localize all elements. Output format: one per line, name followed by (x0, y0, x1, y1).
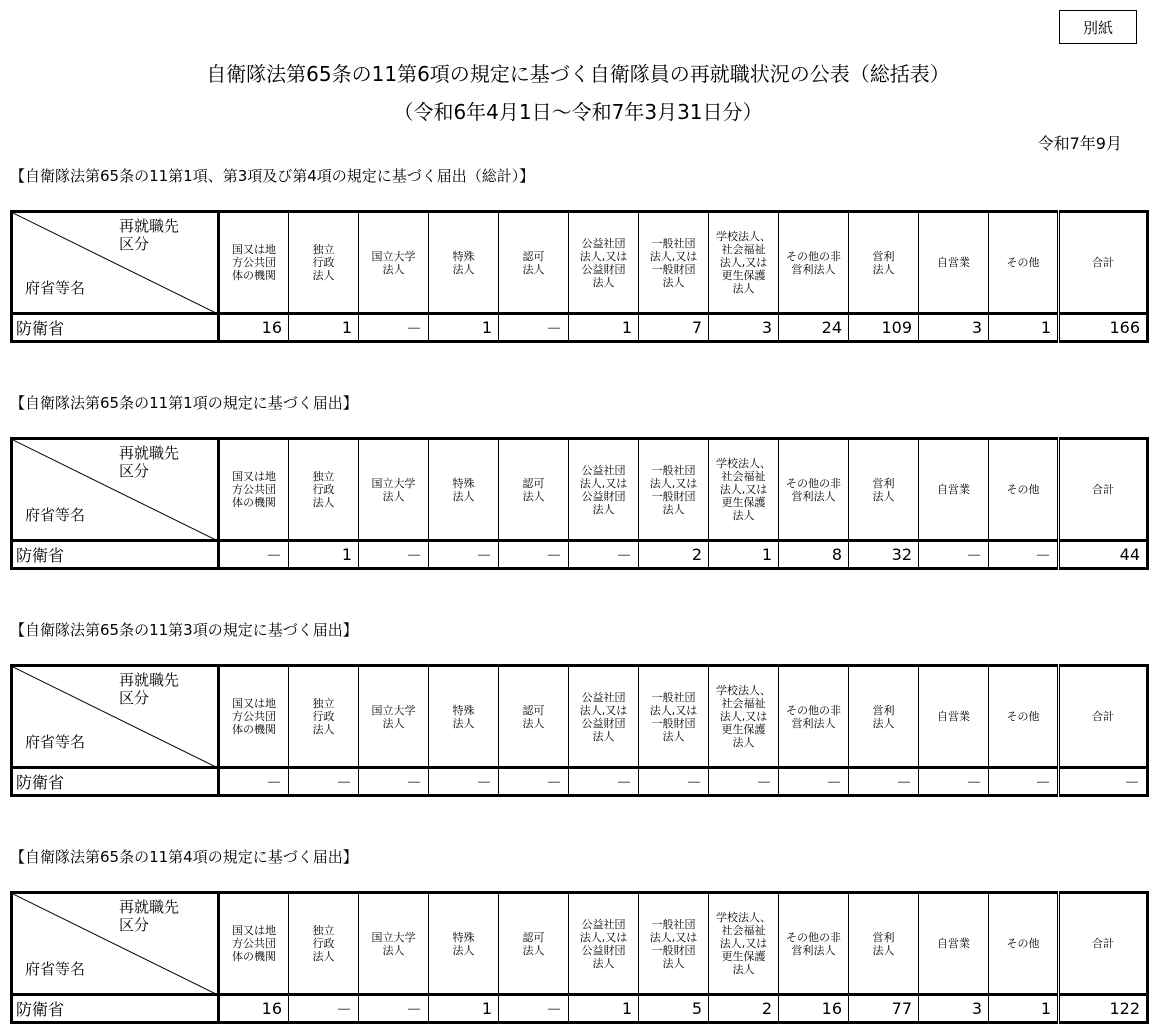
corner-label-line2: 区分 (119, 916, 150, 934)
diagonal-line (13, 894, 219, 995)
total-cell: 44 (1059, 541, 1148, 569)
corner-ministry-label: 府省等名 (25, 279, 86, 297)
column-header-line: 更生保護 (721, 496, 766, 509)
value-cell: 1 (569, 314, 639, 342)
value-cell: － (499, 768, 569, 796)
corner-destination-label (119, 671, 179, 707)
column-header-line: 一般財団 (651, 943, 696, 957)
column-header-line: 法人,又は (579, 249, 628, 263)
total-cell: 122 (1059, 995, 1148, 1023)
column-header-line: 国又は地 (232, 243, 276, 256)
column-header (499, 212, 569, 314)
column-header (849, 893, 919, 995)
column-header-line: 方公共団 (232, 937, 276, 950)
column-header (639, 893, 709, 995)
value-cell: － (639, 768, 709, 796)
header-row (12, 212, 1148, 314)
column-header-line: 法人,又は (719, 256, 768, 269)
section-title: 【自衛隊法第65条の11第1項の規定に基づく届出】 (10, 394, 358, 412)
value-cell: － (919, 541, 989, 569)
column-header-line: 国又は地 (232, 697, 276, 710)
column-header-line: 法人 (312, 496, 335, 509)
column-header (289, 439, 359, 541)
column-header (779, 893, 849, 995)
column-header-line: 合計 (1092, 937, 1114, 950)
column-header-line: 公益社団 (581, 463, 626, 477)
column-header-line: 国又は地 (232, 470, 276, 483)
column-header-line: 法人 (452, 262, 475, 276)
column-header-line: 法人 (452, 489, 475, 503)
corner-cell (12, 212, 219, 314)
column-header-line: 法人 (732, 736, 755, 749)
column-header-line: 営利 (872, 476, 895, 490)
column-header-line: その他の非 (786, 476, 841, 490)
column-header-line: 行政 (312, 256, 335, 269)
summary-table (10, 437, 1149, 570)
column-header (709, 666, 779, 768)
column-header (219, 439, 289, 541)
column-header-line: 法人 (592, 956, 615, 970)
ministry-name: 防衛省 (12, 314, 219, 342)
section-title: 【自衛隊法第65条の11第1項、第3項及び第4項の規定に基づく届出（総計）】 (10, 167, 535, 185)
corner-label-line2: 区分 (119, 462, 150, 480)
column-header-line: 法人 (732, 282, 755, 295)
value-cell: － (849, 768, 919, 796)
column-header (359, 439, 429, 541)
column-header-line: 国立大学 (371, 703, 416, 717)
value-cell: － (359, 314, 429, 342)
column-header-line: 法人 (452, 716, 475, 730)
value-cell: 109 (849, 314, 919, 342)
table-row (12, 768, 1148, 796)
value-cell: － (219, 768, 289, 796)
value-cell: 24 (779, 314, 849, 342)
ministry-name: 防衛省 (12, 541, 219, 569)
value-cell: － (499, 995, 569, 1023)
value-cell: 3 (919, 995, 989, 1023)
column-header-line: 法人 (872, 943, 895, 957)
column-header-line: 法人,又は (649, 930, 698, 944)
column-header-line: 国立大学 (371, 930, 416, 944)
column-header-line: 営利 (872, 930, 895, 944)
corner-ministry-label: 府省等名 (25, 506, 86, 524)
summary-table (10, 891, 1149, 1024)
column-header-line: 認可 (522, 249, 545, 263)
column-header (989, 212, 1059, 314)
column-header-line: 法人 (662, 502, 685, 516)
column-header (359, 212, 429, 314)
column-header-line: 法人,又は (719, 710, 768, 723)
column-header-line: 営利法人 (791, 262, 836, 276)
column-header-line: 学校法人、 (716, 457, 771, 470)
value-cell: － (569, 768, 639, 796)
column-header-line: 更生保護 (721, 723, 766, 736)
value-cell: － (289, 995, 359, 1023)
column-header (779, 666, 849, 768)
column-header (359, 893, 429, 995)
header-row (12, 439, 1148, 541)
column-header-line: 法人,又は (579, 703, 628, 717)
value-cell: 3 (709, 314, 779, 342)
value-cell: － (989, 541, 1059, 569)
column-header-line: 合計 (1092, 483, 1114, 496)
column-header-line: 一般社団 (651, 236, 696, 250)
publication-date: 令和7年9月 (1037, 134, 1122, 153)
column-header (1059, 212, 1148, 314)
column-header-line: 自営業 (937, 937, 970, 950)
column-header-line: 認可 (522, 930, 545, 944)
value-cell: 32 (849, 541, 919, 569)
column-header-line: 自営業 (937, 483, 970, 496)
ministry-name: 防衛省 (12, 995, 219, 1023)
column-header-line: 社会福祉 (721, 243, 766, 256)
column-header-line: 認可 (522, 476, 545, 490)
column-header-line: 営利 (872, 249, 895, 263)
corner-label-line1: 再就職先 (119, 444, 180, 462)
value-cell: 1 (709, 541, 779, 569)
column-header-line: その他の非 (786, 249, 841, 263)
column-header-line: 方公共団 (232, 256, 276, 269)
value-cell: － (359, 541, 429, 569)
column-header-line: その他 (1006, 483, 1040, 496)
value-cell: 16 (219, 314, 289, 342)
column-header-line: 自営業 (937, 710, 970, 723)
column-header-line: 法人 (872, 262, 895, 276)
column-header-line: 認可 (522, 703, 545, 717)
corner-destination-label (119, 444, 179, 480)
column-header (779, 212, 849, 314)
corner-label-line2: 区分 (119, 689, 150, 707)
column-header (989, 666, 1059, 768)
column-header-line: 合計 (1092, 256, 1114, 269)
value-cell: － (359, 768, 429, 796)
column-header-line: 合計 (1092, 710, 1114, 723)
value-cell: 5 (639, 995, 709, 1023)
column-header (1059, 666, 1148, 768)
column-header-line: 法人 (382, 716, 405, 730)
value-cell: 1 (429, 314, 499, 342)
column-header-line: 行政 (312, 710, 335, 723)
value-cell: － (919, 768, 989, 796)
column-header-line: 体の機関 (232, 723, 276, 736)
column-header-line: 公益財団 (581, 716, 626, 730)
corner-cell (12, 439, 219, 541)
value-cell: － (499, 314, 569, 342)
column-header-line: その他 (1006, 710, 1040, 723)
value-cell: 1 (429, 995, 499, 1023)
header-row (12, 666, 1148, 768)
column-header-line: 法人 (592, 729, 615, 743)
column-header (569, 212, 639, 314)
column-header (499, 666, 569, 768)
column-header-line: 法人,又は (579, 476, 628, 490)
column-header (1059, 439, 1148, 541)
column-header-line: 公益社団 (581, 236, 626, 250)
column-header-line: 法人 (312, 723, 335, 736)
column-header (919, 893, 989, 995)
column-header-line: 法人 (522, 262, 545, 276)
column-header-line: 国立大学 (371, 249, 416, 263)
column-header-line: 社会福祉 (721, 924, 766, 937)
value-cell: 16 (779, 995, 849, 1023)
column-header (849, 212, 919, 314)
column-header-line: 公益社団 (581, 690, 626, 704)
column-header (429, 893, 499, 995)
value-cell: － (709, 768, 779, 796)
column-header (709, 893, 779, 995)
column-header (289, 212, 359, 314)
column-header-line: 更生保護 (721, 950, 766, 963)
table-row (12, 995, 1148, 1023)
column-header-line: 公益社団 (581, 917, 626, 931)
column-header (569, 666, 639, 768)
column-header-line: 法人 (662, 956, 685, 970)
column-header-line: 法人 (522, 943, 545, 957)
column-header-line: その他 (1006, 256, 1040, 269)
column-header (919, 212, 989, 314)
column-header-line: 独立 (312, 697, 335, 710)
column-header-line: 更生保護 (721, 269, 766, 282)
column-header-line: 法人 (592, 275, 615, 289)
table-row (12, 314, 1148, 342)
corner-label-line1: 再就職先 (119, 217, 180, 235)
column-header-line: 社会福祉 (721, 697, 766, 710)
column-header-line: 法人 (732, 963, 755, 976)
column-header-line: 行政 (312, 483, 335, 496)
corner-ministry-label: 府省等名 (25, 960, 86, 978)
column-header (919, 439, 989, 541)
column-header (429, 666, 499, 768)
column-header (219, 893, 289, 995)
total-cell: － (1059, 768, 1148, 796)
value-cell: 7 (639, 314, 709, 342)
column-header (289, 666, 359, 768)
column-header-line: 法人 (382, 489, 405, 503)
value-cell: － (569, 541, 639, 569)
corner-label-line1: 再就職先 (119, 671, 180, 689)
value-cell: － (429, 541, 499, 569)
column-header-line: 法人 (312, 950, 335, 963)
column-header-line: 法人 (872, 716, 895, 730)
column-header (499, 439, 569, 541)
column-header-line: 一般財団 (651, 262, 696, 276)
column-header (709, 439, 779, 541)
column-header-line: 法人,又は (719, 483, 768, 496)
column-header-line: 体の機関 (232, 950, 276, 963)
column-header-line: 特殊 (452, 476, 475, 490)
column-header-line: 学校法人、 (716, 911, 771, 924)
column-header-line: 法人 (522, 489, 545, 503)
column-header-line: 独立 (312, 243, 335, 256)
column-header-line: 法人,又は (649, 703, 698, 717)
column-header-line: 法人 (592, 502, 615, 516)
column-header-line: 法人 (732, 509, 755, 522)
column-header (639, 666, 709, 768)
summary-table (10, 210, 1149, 343)
column-header-line: 法人 (452, 943, 475, 957)
column-header-line: 法人 (312, 269, 335, 282)
column-header-line: 国又は地 (232, 924, 276, 937)
value-cell: － (989, 768, 1059, 796)
diagonal-line (13, 440, 219, 541)
value-cell: 3 (919, 314, 989, 342)
column-header-line: 行政 (312, 937, 335, 950)
corner-destination-label (119, 898, 179, 934)
value-cell: － (289, 768, 359, 796)
corner-ministry-label: 府省等名 (25, 733, 86, 751)
page-title: 自衛隊法第65条の11第6項の規定に基づく自衛隊員の再就職状況の公表（総括表） (206, 62, 950, 86)
column-header-line: 営利法人 (791, 716, 836, 730)
column-header (569, 439, 639, 541)
summary-table (10, 664, 1149, 797)
column-header-line: 体の機関 (232, 269, 276, 282)
column-header-line: 独立 (312, 470, 335, 483)
section-title: 【自衛隊法第65条の11第4項の規定に基づく届出】 (10, 848, 358, 866)
column-header (849, 666, 919, 768)
value-cell: 8 (779, 541, 849, 569)
column-header-line: その他の非 (786, 703, 841, 717)
column-header-line: 特殊 (452, 930, 475, 944)
column-header (779, 439, 849, 541)
column-header-line: 法人 (662, 275, 685, 289)
corner-destination-label (119, 217, 179, 253)
value-cell: － (359, 995, 429, 1023)
column-header-line: 特殊 (452, 249, 475, 263)
column-header-line: 公益財団 (581, 262, 626, 276)
column-header (429, 439, 499, 541)
column-header-line: 一般社団 (651, 917, 696, 931)
page-period: （令和6年4月1日～令和7年3月31日分） (393, 100, 763, 124)
column-header-line: 法人 (872, 489, 895, 503)
column-header (219, 666, 289, 768)
table-row (12, 541, 1148, 569)
ministry-name: 防衛省 (12, 768, 219, 796)
column-header-line: 公益財団 (581, 943, 626, 957)
value-cell: 1 (989, 314, 1059, 342)
column-header (639, 212, 709, 314)
column-header-line: 営利法人 (791, 489, 836, 503)
corner-label-line2: 区分 (119, 235, 150, 253)
diagonal-line (13, 667, 219, 768)
total-cell: 166 (1059, 314, 1148, 342)
column-header-line: 法人 (662, 729, 685, 743)
column-header (359, 666, 429, 768)
value-cell: 1 (569, 995, 639, 1023)
column-header (219, 212, 289, 314)
header-row (12, 893, 1148, 995)
value-cell: 1 (289, 314, 359, 342)
column-header (849, 439, 919, 541)
column-header-line: 体の機関 (232, 496, 276, 509)
attachment-label: 別紙 (1059, 10, 1137, 44)
value-cell: 1 (289, 541, 359, 569)
column-header-line: 社会福祉 (721, 470, 766, 483)
column-header-line: その他の非 (786, 930, 841, 944)
section-title: 【自衛隊法第65条の11第3項の規定に基づく届出】 (10, 621, 358, 639)
column-header (1059, 893, 1148, 995)
column-header-line: 特殊 (452, 703, 475, 717)
column-header-line: 法人 (382, 262, 405, 276)
column-header-line: 法人,又は (649, 476, 698, 490)
value-cell: 1 (989, 995, 1059, 1023)
column-header-line: 方公共団 (232, 483, 276, 496)
corner-label-line1: 再就職先 (119, 898, 180, 916)
column-header-line: 独立 (312, 924, 335, 937)
column-header (429, 212, 499, 314)
column-header-line: 学校法人、 (716, 230, 771, 243)
column-header-line: 法人,又は (579, 930, 628, 944)
column-header-line: 法人 (522, 716, 545, 730)
column-header (989, 893, 1059, 995)
column-header (709, 212, 779, 314)
value-cell: 16 (219, 995, 289, 1023)
column-header-line: 一般財団 (651, 489, 696, 503)
value-cell: － (779, 768, 849, 796)
value-cell: 2 (639, 541, 709, 569)
column-header (639, 439, 709, 541)
column-header-line: 学校法人、 (716, 684, 771, 697)
column-header-line: その他 (1006, 937, 1040, 950)
column-header-line: 法人,又は (719, 937, 768, 950)
column-header (989, 439, 1059, 541)
column-header-line: 法人,又は (649, 249, 698, 263)
column-header (289, 893, 359, 995)
value-cell: － (499, 541, 569, 569)
corner-cell (12, 893, 219, 995)
column-header-line: 一般社団 (651, 690, 696, 704)
column-header-line: 公益財団 (581, 489, 626, 503)
column-header-line: 営利法人 (791, 943, 836, 957)
column-header-line: 自営業 (937, 256, 970, 269)
column-header-line: 法人 (382, 943, 405, 957)
column-header-line: 営利 (872, 703, 895, 717)
value-cell: － (429, 768, 499, 796)
column-header (499, 893, 569, 995)
value-cell: 2 (709, 995, 779, 1023)
column-header (569, 893, 639, 995)
column-header-line: 方公共団 (232, 710, 276, 723)
column-header-line: 一般財団 (651, 716, 696, 730)
column-header-line: 国立大学 (371, 476, 416, 490)
value-cell: 77 (849, 995, 919, 1023)
column-header-line: 一般社団 (651, 463, 696, 477)
corner-cell (12, 666, 219, 768)
diagonal-line (13, 213, 219, 314)
column-header (919, 666, 989, 768)
value-cell: － (219, 541, 289, 569)
